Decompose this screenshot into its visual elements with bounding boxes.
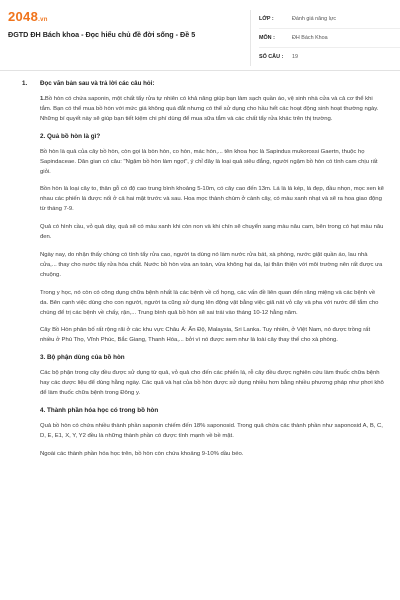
meta-value: 19 xyxy=(292,54,298,60)
paragraph: Bồn hòn là loại cây to, thân gỗ có độ cao trung bình khoảng 5-10m, có cây cao đến 13m. Lá là lá kép, lá đẹp, đầu nhọn, mọc xen kẽ nhau các phiến lá được nối ở cả hai mặt trước và sau. Hoa mọc thành chùm ở cành cây, có màu xanh nhạt và sẽ ra hoa giao động từ tháng 7-9. xyxy=(40,186,384,213)
meta-value: Đánh giá năng lực xyxy=(292,16,337,22)
paragraph: Quả có hình cầu, vỏ quả dày, quả sẽ có màu xanh khi còn non và khi chín sẽ chuyển sang màu nâu cam, bên trong có hạt màu nâu đen. xyxy=(40,224,384,241)
paragraph: Bồ hòn là quả của cây bồ hòn, còn gọi là bòn hòn, co hòn, mác hòn,... tên khoa học là Sapindus mukorossi Gaertn, thuộc họ Sapindaceae. Dân gian có câu: "Ngậm bồ hòn làm ngọt", ý chỉ đây là loại quả siêu đắng, người ngậm bồ hòn có tính cam chịu rất giỏi. xyxy=(40,148,378,175)
meta-value: ĐH Bách Khoa xyxy=(292,35,328,41)
question-heading xyxy=(22,80,384,87)
intro-paragraph xyxy=(40,95,384,125)
question-prompt: Đọc văn bản sau và trả lời các câu hỏi: xyxy=(40,80,155,87)
meta-key: LỚP : xyxy=(259,16,274,22)
meta-key: SỐ CÂU : xyxy=(259,54,284,60)
logo-text: 2048 xyxy=(8,9,39,24)
paragraph: Ngoài các thành phần hóa học trên, bồ hòn còn chứa khoảng 9-10% dầu béo. xyxy=(40,450,244,457)
paragraph: Các bộ phận trong cây đều được sử dụng từ quả, vỏ quả cho đến các phiến lá, rễ cây đều được nghiên cứu làm thuốc chữa bệnh hay các dược liệu để dùng hằng ngày. Các quả và hạt của bồ hòn được sử dụng nhiều hơn bằng nhiều phương pháp như phơi khô để làm thuốc chữa bệnh trong Đông y. xyxy=(40,370,384,397)
passage-body xyxy=(22,95,384,460)
page-header xyxy=(0,0,400,71)
paragraph: Trong y học, nó còn có công dụng chữa bệnh nhất là các bệnh về cổ họng, các vấn đề liên quan đến răng miệng và các bệnh về da. Bên cạnh việc dùng cho con người, người ta cũng sử dụng lên động vật bằng việc giã nát vỏ cây và pha với nước để tắm cho chúng để trị các bệnh về chấy, rận,... Trung bình quả bồ hòn sẽ sai trái vào tháng 10-12 hằng năm. xyxy=(40,289,379,316)
meta-table xyxy=(250,10,400,66)
intro-text: Bồ hòn có chứa saponin, một chất tẩy rửa tự nhiên có khả năng giúp bạn làm sạch quần áo, vệ sinh nhà cửa và cả cơ thể khi tắm. Bạn có thể mua bồ hòn với mức giá không quá đắt nhưng có thể sử dụng cho hầu hết các hoạt động sinh hoạt thường ngày. Những bí quyết này sẽ giúp bạn tiết kiệm chi phí dùng để mua sữa tắm và các chất tẩy rửa khác trên thị trường. xyxy=(40,96,379,122)
paragraph: Quả bồ hòn có chứa nhiều thành phần saponin chiếm đến 18% saponosid. Trong quả chứa các thành phần như saponosid A, B, C, D, E, E1, X, Y, Y2 đều là những thành phần có được tính mạnh về bề mặt. xyxy=(40,422,383,439)
meta-row-class xyxy=(259,10,400,29)
question-number: 1. xyxy=(22,80,28,87)
meta-row-question-count xyxy=(259,48,400,66)
site-logo[interactable] xyxy=(8,9,48,24)
document-content xyxy=(22,80,384,468)
logo-suffix: .vn xyxy=(38,17,48,23)
document-title: ĐGTD ĐH Bách khoa - Đọc hiểu chủ đề đời sống - Đề 5 xyxy=(8,30,196,39)
section-heading-what-is: 2. Quả bồ hòn là gì? xyxy=(40,132,101,140)
section-heading-chemistry: 4. Thành phần hóa học có trong bồ hòn xyxy=(40,406,159,414)
intro-lead: 1. xyxy=(40,96,45,102)
meta-key: MÔN : xyxy=(259,35,275,41)
paragraph: Cây Bồ Hòn phân bố rất rộng rãi ở các khu vực Châu Á: Ấn Độ, Malaysia, Sri Lanka. Tuy nhiên, ở Việt Nam, nó được trồng rất nhiều ở Phú Thọ, Vĩnh Phúc, Bắc Giang, Thanh Hóa,... bởi vì nó được xem như là loài cây thay thế cho xà phòng. xyxy=(40,327,371,344)
meta-row-subject xyxy=(259,29,400,48)
section-heading-parts-used: 3. Bộ phận dùng của bồ hòn xyxy=(40,354,125,362)
paragraph: Ngày nay, do nhận thấy chúng có tính tẩy rửa cao, người ta dùng nó làm nước rửa bát, xà phòng, nước giặt quần áo, lau nhà cửa,... thay cho nước tẩy rửa hóa chất. Nước bồ hòn vừa an toàn, vừa không hại da, lại thân thiện với môi trường nên rất được ưa chuộng. xyxy=(40,251,383,278)
